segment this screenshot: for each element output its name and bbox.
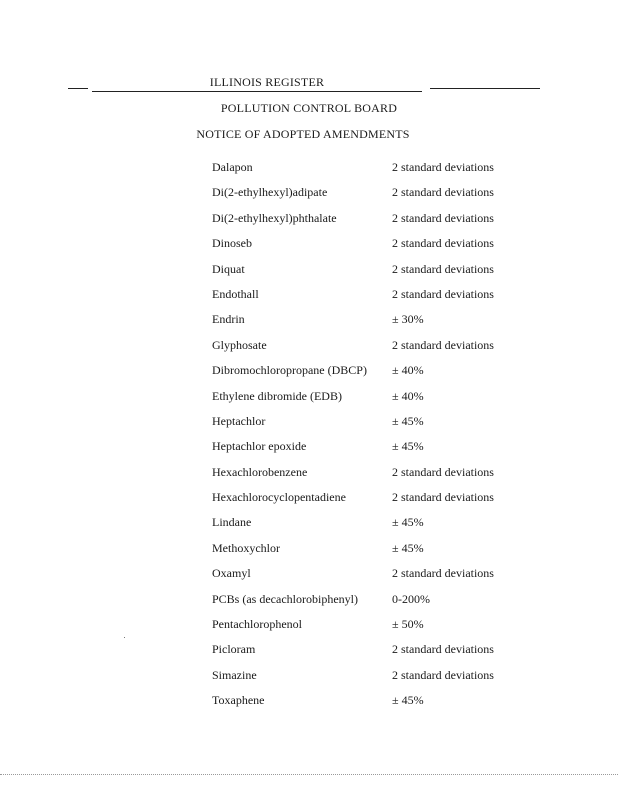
- table-row: [212, 514, 532, 539]
- acceptance-criterion: 2 standard deviations: [392, 261, 494, 276]
- acceptance-criterion: 2 standard deviations: [392, 286, 494, 301]
- contaminant-name: Heptachlor: [212, 413, 266, 428]
- acceptance-criterion: 0-200%: [392, 591, 430, 606]
- table-row: [212, 388, 532, 413]
- contaminant-name: Oxamyl: [212, 566, 251, 581]
- header-rule-left: [68, 88, 88, 89]
- board-title: POLLUTION CONTROL BOARD: [220, 101, 398, 115]
- table-row: [212, 337, 532, 362]
- contaminant-name: Diquat: [212, 261, 245, 276]
- acceptance-criterion: 2 standard deviations: [392, 464, 494, 479]
- notice-title: NOTICE OF ADOPTED AMENDMENTS: [196, 127, 410, 141]
- table-row: [212, 641, 532, 666]
- acceptance-criterion: 2 standard deviations: [392, 642, 494, 657]
- register-title: ILLINOIS REGISTER: [92, 75, 422, 92]
- contaminant-name: Picloram: [212, 642, 256, 657]
- acceptance-criterion: 2 standard deviations: [392, 185, 494, 200]
- table-row: [212, 286, 532, 311]
- table-row: [212, 235, 532, 260]
- table-row: [212, 210, 532, 235]
- acceptance-criterion: 2 standard deviations: [392, 236, 494, 251]
- table-row: [212, 692, 532, 717]
- table-row: [212, 464, 532, 489]
- contaminant-name: Pentachlorophenol: [212, 617, 302, 632]
- table-row: [212, 591, 532, 616]
- contaminant-name: Hexachlorobenzene: [212, 464, 308, 479]
- contaminant-name: Ethylene dibromide (EDB): [212, 388, 342, 403]
- contaminant-name: Di(2-ethylhexyl)adipate: [212, 185, 328, 200]
- table-row: [212, 311, 532, 336]
- acceptance-criterion: 2 standard deviations: [392, 160, 494, 174]
- contaminant-name: Dalapon: [212, 160, 253, 174]
- acceptance-criterion: 2 standard deviations: [392, 667, 494, 682]
- table-row: [212, 184, 532, 209]
- scan-speck: [124, 637, 125, 638]
- contaminant-name: PCBs (as decachlorobiphenyl): [212, 591, 358, 606]
- table-row: [212, 438, 532, 463]
- table-row: [212, 565, 532, 590]
- table-row: [212, 261, 532, 286]
- contaminant-name: Di(2-ethylhexyl)phthalate: [212, 210, 337, 225]
- contaminant-name: Simazine: [212, 667, 257, 682]
- contaminant-name: Methoxychlor: [212, 540, 280, 555]
- contaminant-name: Dibromochloropropane (DBCP): [212, 363, 367, 378]
- acceptance-criterion: 2 standard deviations: [392, 337, 494, 352]
- table-row: [212, 540, 532, 565]
- table-row: [212, 413, 532, 438]
- acceptance-criterion: ± 45%: [392, 540, 424, 555]
- acceptance-criterion: ± 45%: [392, 413, 424, 428]
- contaminant-name: Endothall: [212, 286, 259, 301]
- acceptance-criterion: ± 45%: [392, 439, 424, 454]
- acceptance-criterion: ± 50%: [392, 617, 424, 632]
- contaminant-name: Glyphosate: [212, 337, 267, 352]
- table-row: [212, 159, 532, 184]
- table-row: [212, 616, 532, 641]
- acceptance-criterion: ± 30%: [392, 312, 424, 327]
- table-row: [212, 362, 532, 387]
- acceptance-criterion: ± 45%: [392, 693, 424, 708]
- scan-footer-noise: [0, 774, 618, 775]
- contaminant-name: Dinoseb: [212, 236, 252, 251]
- contaminant-name: Hexachlorocyclopentadiene: [212, 490, 346, 505]
- contaminant-name: Endrin: [212, 312, 245, 327]
- acceptance-criterion: ± 40%: [392, 363, 424, 378]
- header-rule-right: [430, 88, 540, 89]
- contaminant-name: Lindane: [212, 515, 252, 530]
- acceptance-criterion: ± 45%: [392, 515, 424, 530]
- acceptance-criterion: 2 standard deviations: [392, 490, 494, 505]
- acceptance-criterion: ± 40%: [392, 388, 424, 403]
- acceptance-criterion: 2 standard deviations: [392, 210, 494, 225]
- table-row: [212, 667, 532, 692]
- contaminant-name: Toxaphene: [212, 693, 265, 708]
- criteria-table: [212, 159, 532, 718]
- acceptance-criterion: 2 standard deviations: [392, 566, 494, 581]
- table-row: [212, 489, 532, 514]
- contaminant-name: Heptachlor epoxide: [212, 439, 307, 454]
